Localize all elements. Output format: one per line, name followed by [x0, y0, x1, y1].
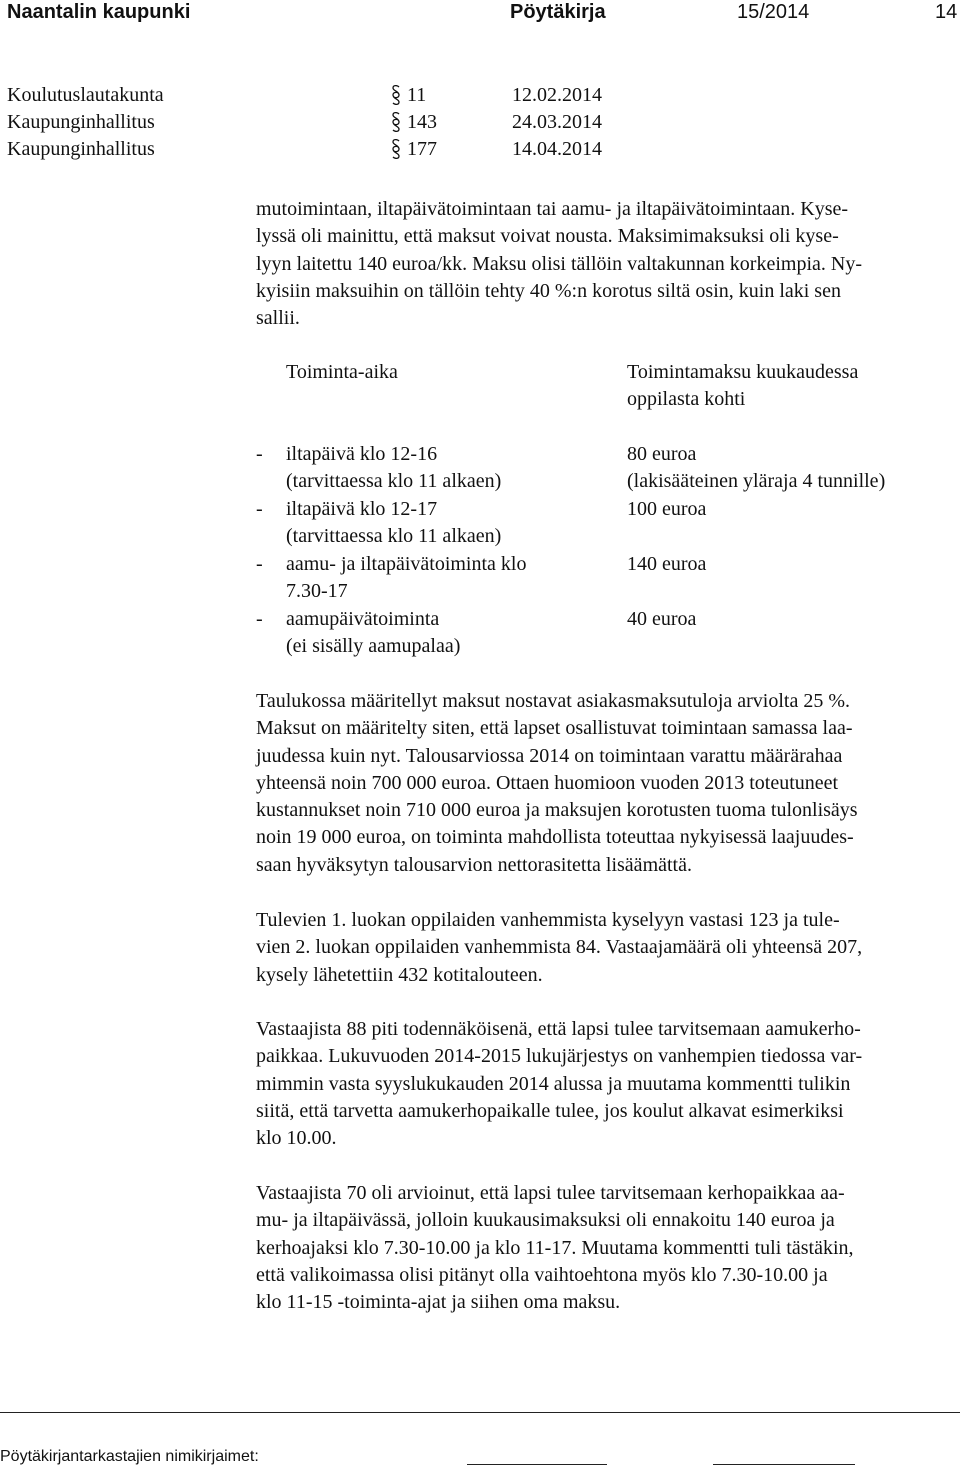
reference-section-number: 177 [407, 138, 437, 160]
fee-table-row [256, 441, 946, 496]
signatures-label: Pöytäkirjantarkastajien nimikirjaimet: [0, 1448, 259, 1465]
signature-line [713, 1464, 855, 1465]
activity-fee: 80 euroa (lakisääteinen yläraja 4 tunnille) [627, 443, 886, 493]
activity-time: aamu- ja iltapäivätoiminta klo 7.30-17 [286, 553, 527, 603]
bullet-dash: - [256, 608, 263, 630]
bullet-dash: - [256, 498, 263, 520]
activity-fee: 100 euroa [627, 498, 707, 520]
paragraph-survey-responses: Tulevien 1. luokan oppilaiden vanhemmista kyselyyn vastasi 123 ja tule- vien 2. luokan oppilaiden vanhemmista 84. Vastaajamäärä oli yhteensä 207, kysely lähetettiin 432 kotitalouteen. [256, 909, 863, 986]
paragraph-morning-club: Vastaajista 88 piti todennäköisenä, että lapsi tulee tarvitsemaan aamukerho- paikkaa. Lukuvuoden 2014-2015 lukujärjestys on vanhempien tiedossa var- mimmin vasta syyslukukauden 2014 alussa ja muutama kommentti tulikin siitä, että tarvetta aamukerhopaikalle tulee, jos koulut alkavat esimerkiksi klo 10.00. [256, 1018, 863, 1150]
fee-table [256, 359, 946, 661]
fee-table-header [256, 359, 946, 441]
paragraph-afternoon-club: Vastaajista 70 oli arvioinut, että lapsi tulee tarvitsemaan kerhopaikkaa aa- mu- ja iltapäivässä, jolloin kuukausimaksuksi oli ennakoitu 140 euroa ja kerhoajaksi klo 7.30-10.00 ja klo 11-17. Muutama kommentti tuli tästäkin, että valikoimassa olisi pitänyt olla vaihtoehtona myös klo 7.30-10.00 ja klo 11-15 -toiminta-ajat ja siihen oma maksu. [256, 1182, 854, 1314]
page-number: 14 [935, 1, 958, 23]
reference-row [7, 109, 707, 136]
fee-table-row [256, 606, 946, 661]
body-paragraph-block [256, 1016, 928, 1152]
page-header [0, 0, 960, 30]
reference-date: 24.03.2014 [512, 111, 602, 133]
activity-time: aamupäivätoiminta (ei sisälly aamupalaa) [286, 608, 461, 658]
body-paragraph-block [256, 907, 928, 989]
column-header-fee: Toimintamaksu kuukaudessa oppilasta kohti [627, 361, 859, 411]
bullet-dash: - [256, 443, 263, 465]
reference-body: Koulutuslautakunta [7, 84, 164, 106]
fee-table-row [256, 496, 946, 551]
footer-divider [0, 1412, 960, 1413]
reference-row [7, 82, 707, 109]
paragraph-fees-budget: Taulukossa määritellyt maksut nostavat asiakasmaksutuloja arviolta 25 %. Maksut on määritelty siten, että lapset osallistuvat toimintaan samassa laa- juudessa kuin nyt. Talousarviossa 2014 on toimintaan varattu määrärahaa yhteensä noin 700 000 euroa. Ottaen huomioon vuoden 2013 toteutuneet kustannukset noin 710 000 euroa ja maksujen korotusten tuoma tulonlisäys noin 19 000 euroa, on toiminta mahdollista toteuttaa nykyisessä laajuudes- saan hyväksytyn talousarvion nettorasitetta lisäämättä. [256, 690, 858, 876]
meeting-number: 15/2014 [737, 1, 810, 23]
document-type: Pöytäkirja [510, 1, 606, 23]
activity-fee: 140 euroa [627, 553, 707, 575]
reference-row [7, 136, 707, 163]
reference-section-number: 143 [407, 111, 437, 133]
reference-date: 12.02.2014 [512, 84, 602, 106]
fee-table-row [256, 551, 946, 606]
reference-date: 14.04.2014 [512, 138, 602, 160]
intro-paragraph: mutoimintaan, iltapäivätoimintaan tai aamu- ja iltapäivätoimintaan. Kyse- lyssä oli mainittu, että maksut voivat nousta. Maksimimaksuksi oli kyse- lyyn laitettu 140 euroa/kk. Maksu olisi tällöin valtakunnan korkeimpia. Ny- kyisiin maksuihin on tällöin tehty 40 %:n korotus siltä osin, kuin laki sen sallii. [256, 198, 862, 330]
activity-time: iltapäivä klo 12-17 (tarvittaessa klo 11 alkaen) [286, 498, 502, 548]
reference-body: Kaupunginhallitus [7, 111, 155, 133]
reference-body: Kaupunginhallitus [7, 138, 155, 160]
reference-section-number: 11 [407, 84, 427, 106]
activity-time: iltapäivä klo 12-16 (tarvittaessa klo 11 alkaen) [286, 443, 502, 493]
municipality-name: Naantalin kaupunki [7, 1, 191, 23]
decision-references [7, 82, 707, 163]
column-header-time: Toiminta-aika [286, 361, 398, 383]
body-paragraph-block [256, 688, 928, 879]
intro-text [256, 196, 928, 332]
signature-line [467, 1464, 607, 1465]
body-paragraph-block [256, 1180, 928, 1316]
bullet-dash: - [256, 553, 263, 575]
activity-fee: 40 euroa [627, 608, 697, 630]
